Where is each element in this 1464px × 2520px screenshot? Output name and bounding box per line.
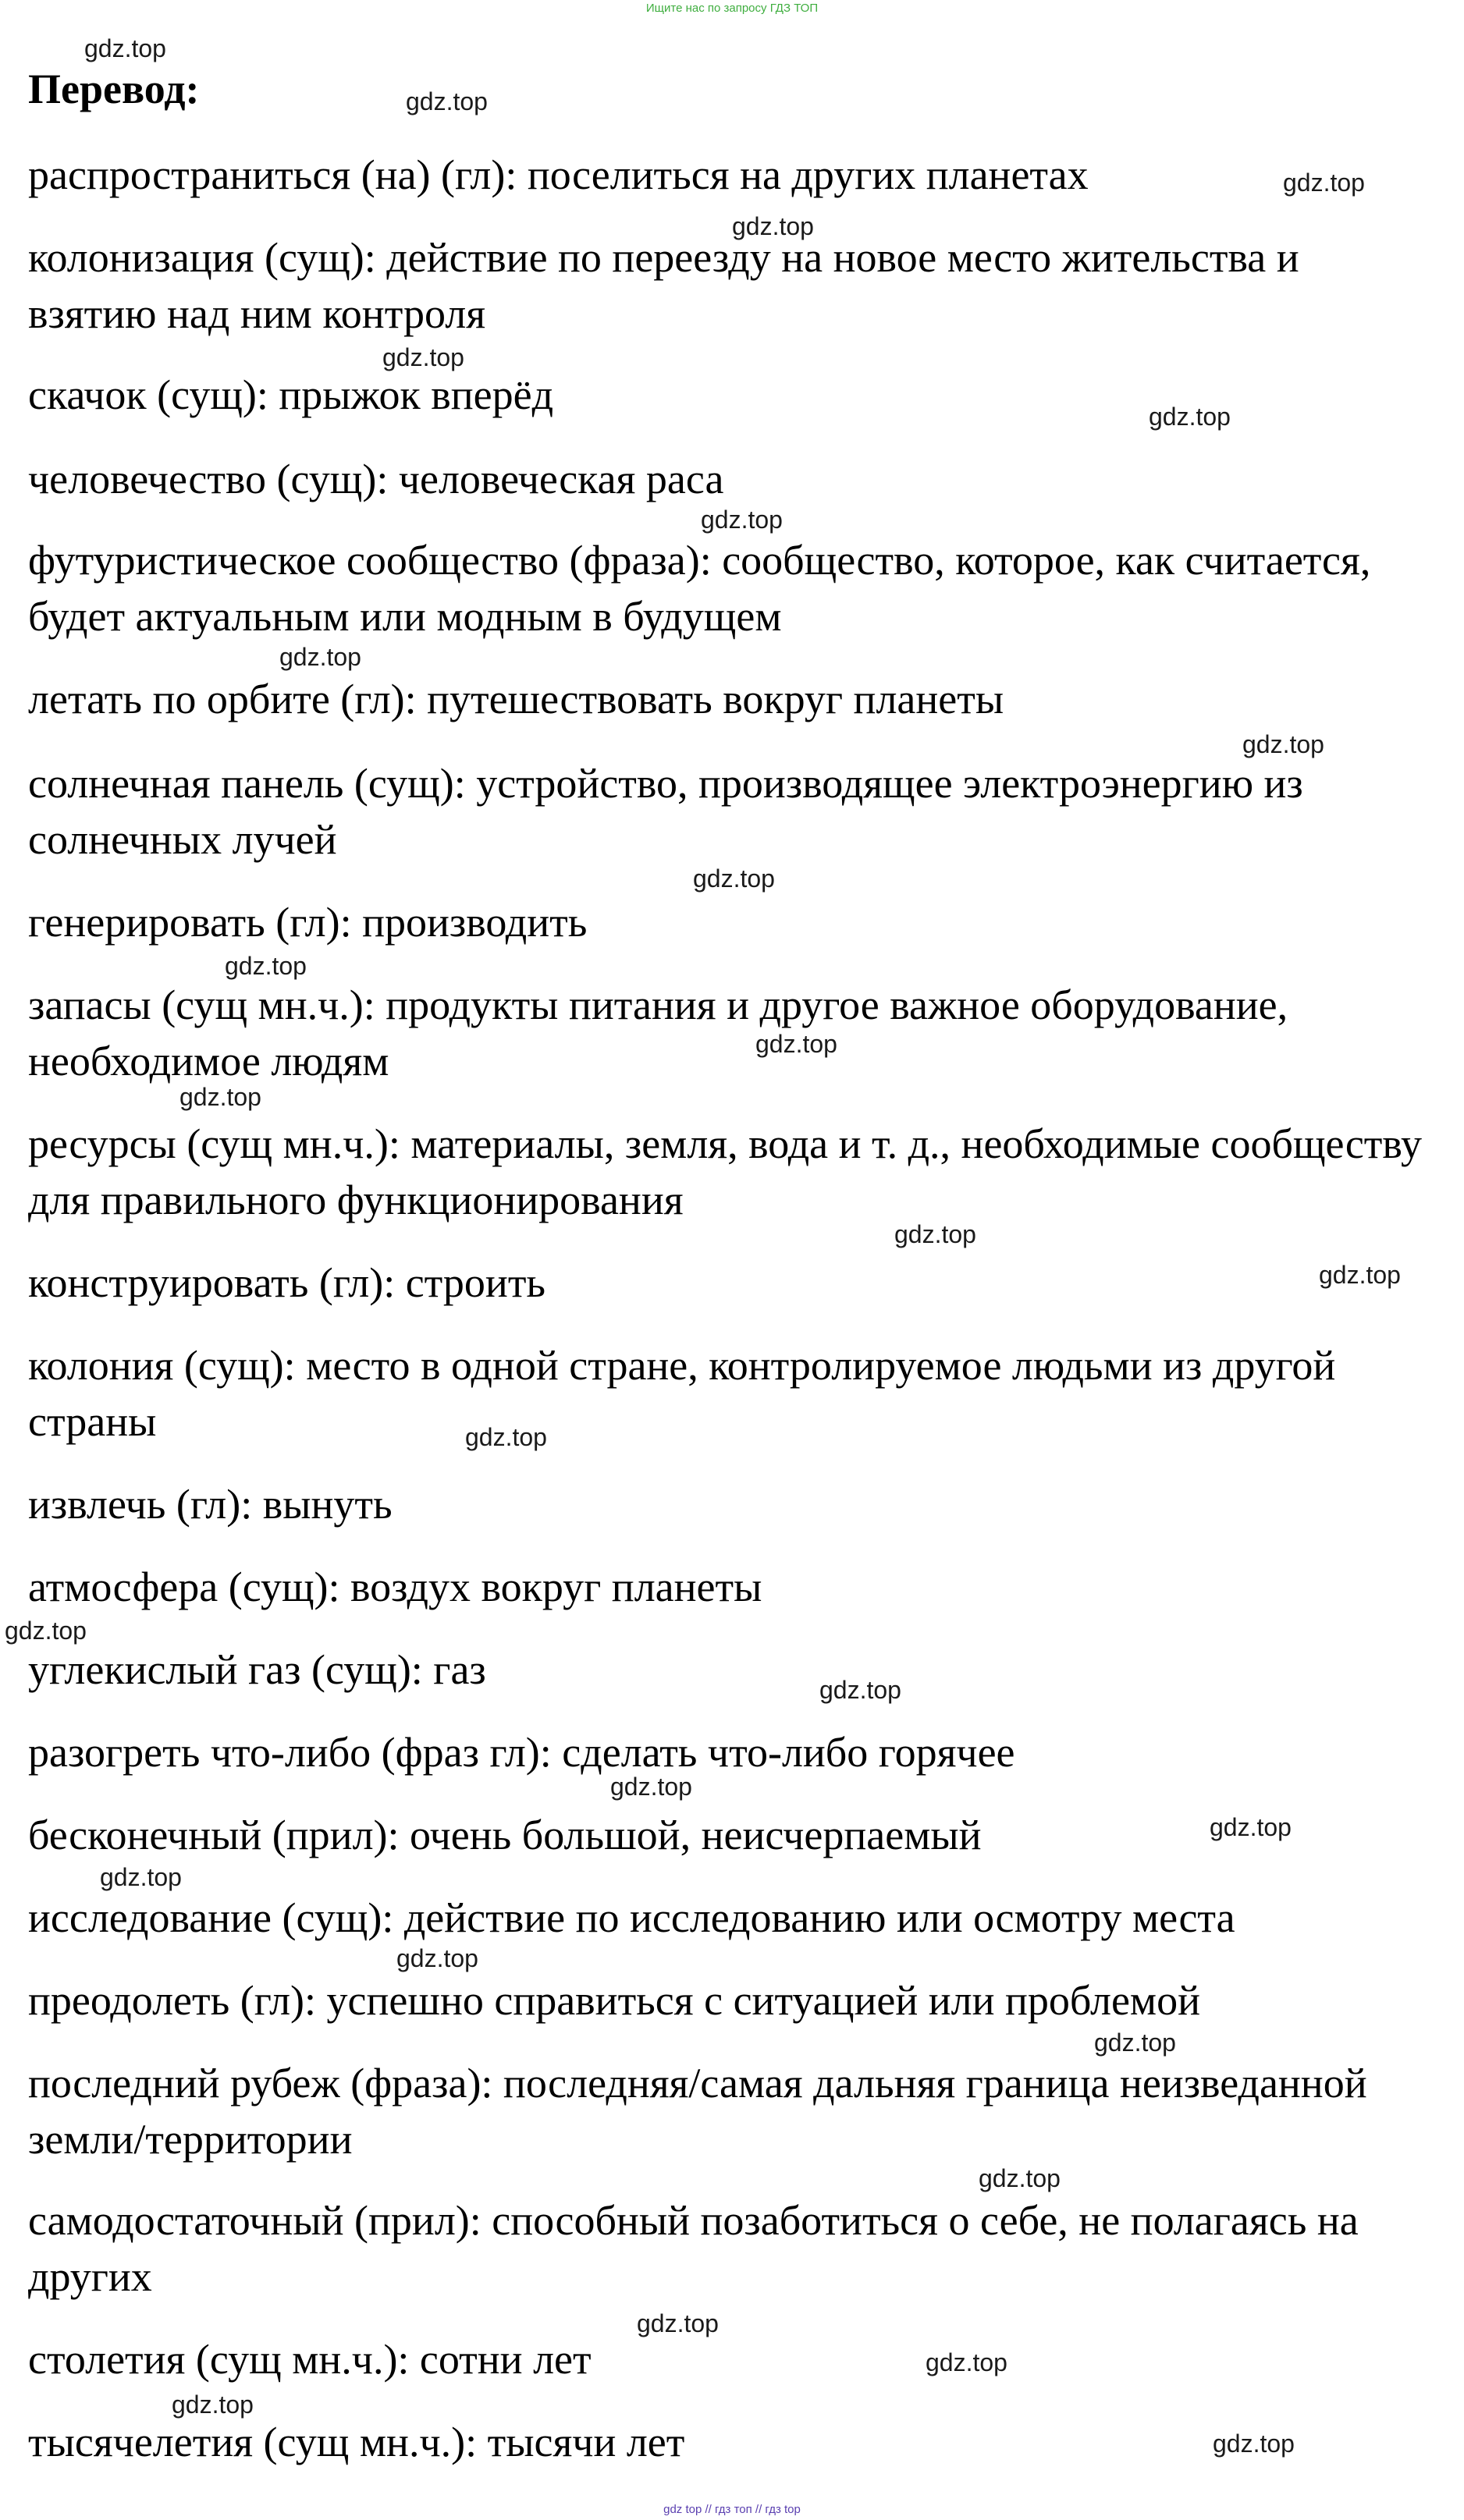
glossary-entry: конструировать (гл): строить [28, 1259, 546, 1306]
watermark: gdz.top [172, 2390, 254, 2419]
watermark: gdz.top [979, 2164, 1061, 2192]
glossary-entry: распространиться (на) (гл): поселиться на других планетах [28, 151, 1089, 198]
page-title: Перевод: [28, 66, 200, 112]
watermark: gdz.top [637, 2309, 719, 2337]
watermark: gdz.top [1094, 2028, 1176, 2057]
glossary-entry: преодолеть (гл): успешно справиться с ситуацией или проблемой [28, 1977, 1201, 2024]
glossary-entry: человечество (сущ): человеческая раса [28, 456, 724, 502]
watermark: gdz.top [610, 1773, 692, 1801]
glossary-entry: последний рубеж (фраза): последняя/самая дальняя граница неизведанной земли/территории [28, 2060, 1367, 2163]
watermark: gdz.top [755, 1030, 837, 1058]
watermark: gdz.top [1210, 1813, 1292, 1841]
glossary-entry: столетия (сущ мн.ч.): сотни лет [28, 2336, 592, 2383]
glossary-entry: атмосфера (сущ): воздух вокруг планеты [28, 1563, 762, 1610]
bottom-banner: gdz top // гдз топ // гдз top [663, 2503, 801, 2516]
top-banner: Ищите нас по запросу ГДЗ ТОП [645, 2, 819, 15]
watermark: gdz.top [1319, 1261, 1401, 1289]
watermark: gdz.top [894, 1220, 976, 1248]
glossary-entry: бесконечный (прил): очень большой, неисчерпаемый [28, 1812, 982, 1858]
glossary-entry: ресурсы (сущ мн.ч.): материалы, земля, вода и т. д., необходимые сообществу для правильного функционирования [28, 1120, 1423, 1223]
glossary-entry: колонизация (сущ): действие по переезду на новое место жительства и взятию над ним контроля [28, 234, 1299, 337]
watermark: gdz.top [5, 1617, 87, 1645]
glossary-entry: футуристическое сообщество (фраза): сообщество, которое, как считается, будет актуальным или модным в будущем [28, 537, 1371, 640]
watermark: gdz.top [1242, 730, 1324, 758]
glossary-entry: тысячелетия (сущ мн.ч.): тысячи лет [28, 2419, 685, 2465]
glossary-entry: углекислый газ (сущ): газ [28, 1646, 486, 1693]
glossary-entry: извлечь (гл): вынуть [28, 1481, 393, 1528]
watermark: gdz.top [179, 1083, 261, 1111]
watermark: gdz.top [84, 34, 166, 62]
glossary-entry: разогреть что-либо (фраз гл): сделать что-либо горячее [28, 1729, 1015, 1776]
watermark: gdz.top [279, 643, 361, 671]
watermark: gdz.top [1149, 403, 1231, 431]
glossary-entry: скачок (сущ): прыжок вперёд [28, 371, 554, 418]
watermark: gdz.top [693, 864, 775, 893]
watermark: gdz.top [465, 1423, 547, 1451]
watermark: gdz.top [732, 212, 814, 240]
watermark: gdz.top [100, 1863, 182, 1891]
watermark: gdz.top [406, 87, 488, 115]
glossary-entry: самодостаточный (прил): способный позаботиться о себе, не полагаясь на других [28, 2197, 1359, 2300]
watermark: gdz.top [701, 506, 783, 534]
glossary-entry: солнечная панель (сущ): устройство, производящее электроэнергию из солнечных лучей [28, 760, 1303, 863]
glossary-entry: исследование (сущ): действие по исследованию или осмотру места [28, 1894, 1235, 1941]
watermark: gdz.top [1283, 169, 1365, 197]
glossary-entry: генерировать (гл): производить [28, 899, 588, 946]
watermark: gdz.top [926, 2348, 1007, 2376]
watermark: gdz.top [225, 952, 307, 980]
watermark: gdz.top [1213, 2429, 1295, 2458]
watermark: gdz.top [396, 1944, 478, 1972]
glossary-entry: запасы (сущ мн.ч.): продукты питания и другое важное оборудование, необходимое людям [28, 981, 1288, 1084]
glossary-entry: колония (сущ): место в одной стране, контролируемое людьми из другой страны [28, 1342, 1336, 1445]
watermark: gdz.top [819, 1676, 901, 1704]
watermark: gdz.top [382, 343, 464, 371]
glossary-entry: летать по орбите (гл): путешествовать вокруг планеты [28, 676, 1004, 722]
